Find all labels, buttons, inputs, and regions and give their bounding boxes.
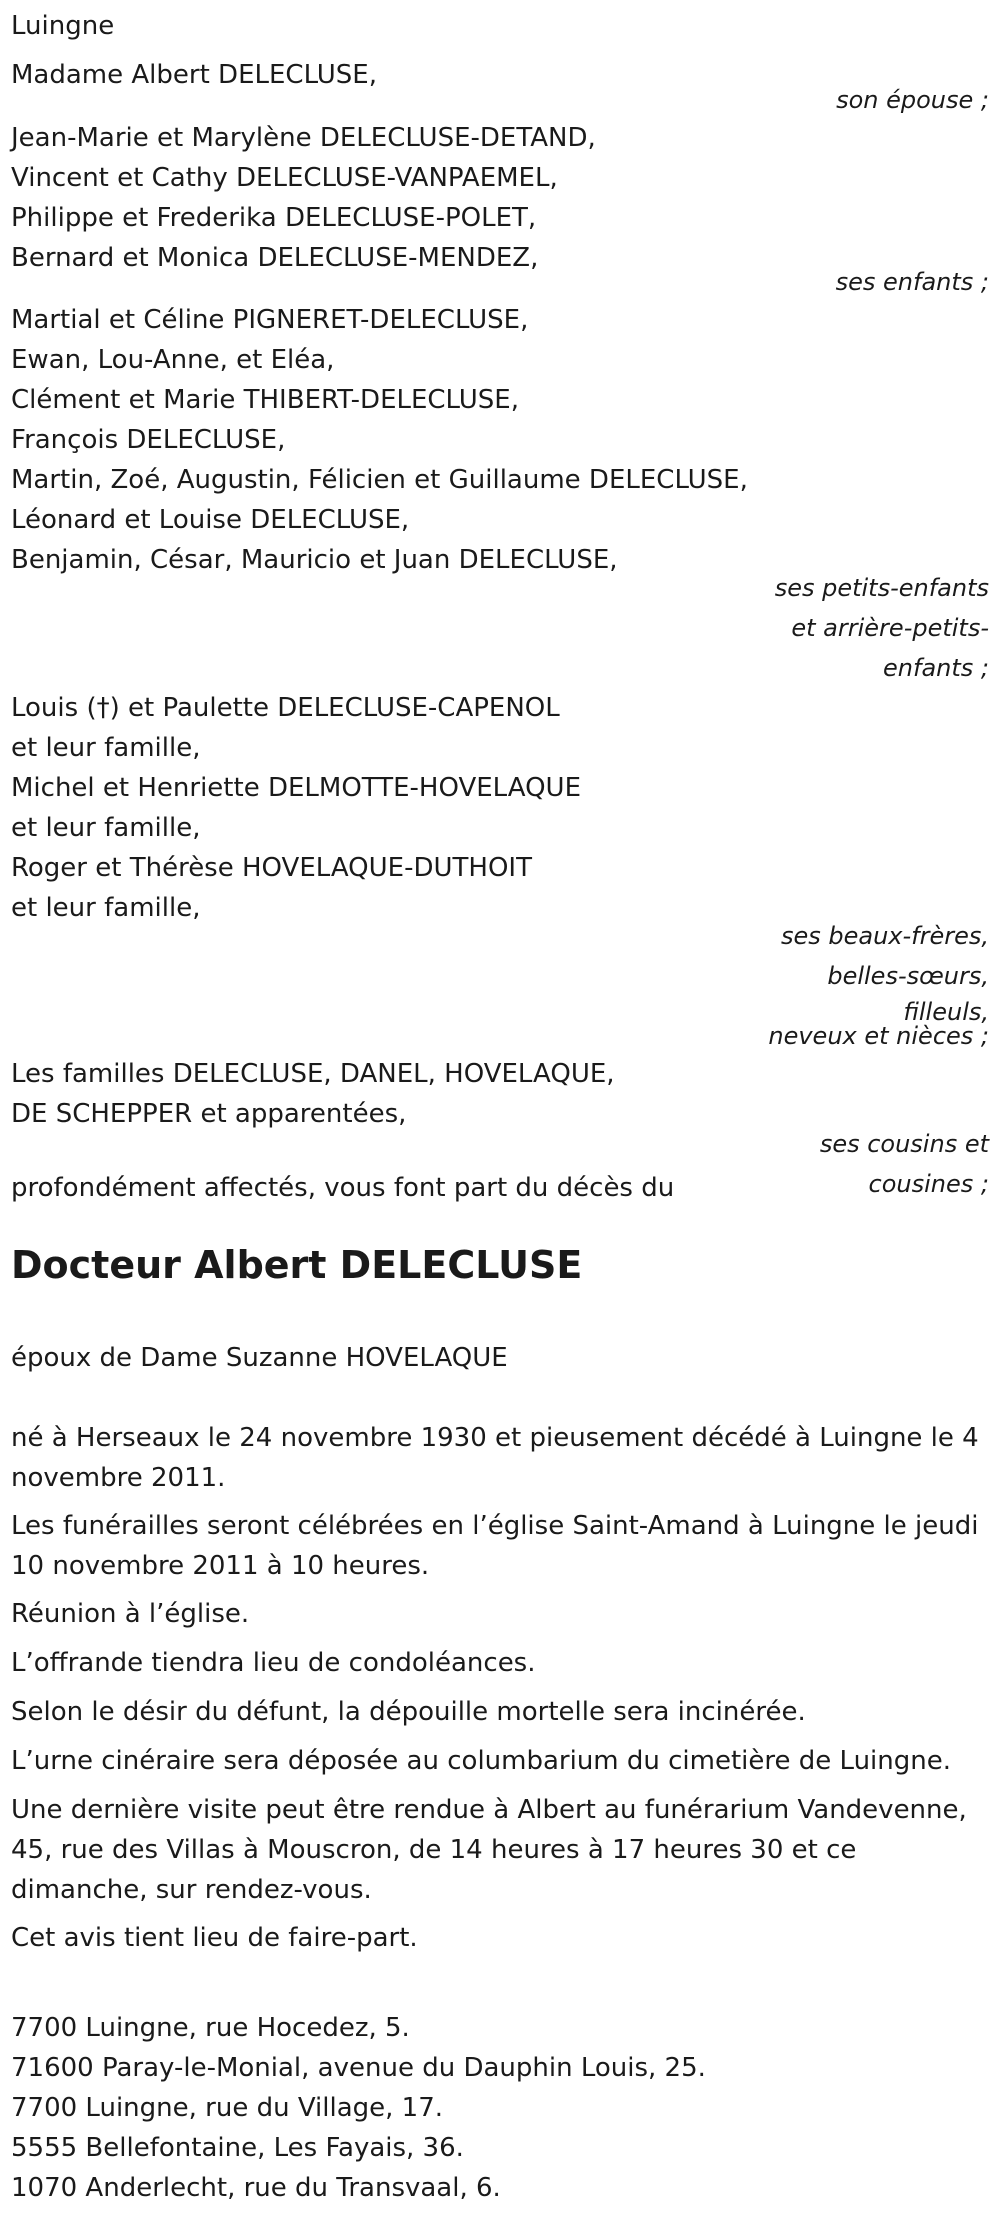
in-law-line: Louis (†) et Paulette DELECLUSE-CAPENOL bbox=[11, 693, 560, 723]
child-line: Vincent et Cathy DELECLUSE-VANPAEMEL, bbox=[11, 163, 558, 193]
address-line: 5555 Bellefontaine, Les Fayais, 36. bbox=[11, 2133, 464, 2163]
offering-paragraph: L’offrande tiendra lieu de condoléances. bbox=[11, 1648, 536, 1678]
in-law-line: Michel et Henriette DELMOTTE-HOVELAQUE bbox=[11, 773, 582, 803]
spouse-of-line: époux de Dame Suzanne HOVELAQUE bbox=[11, 1343, 508, 1373]
grandchild-line: Léonard et Louise DELECLUSE, bbox=[11, 505, 410, 535]
cousins-line: Les familles DELECLUSE, DANEL, HOVELAQUE, bbox=[11, 1059, 615, 1089]
grandchildren-role: enfants ; bbox=[883, 654, 989, 682]
in-laws-role: ses beaux-frères, bbox=[780, 922, 989, 950]
meeting-paragraph: Réunion à l’église. bbox=[11, 1599, 250, 1629]
in-law-line: et leur famille, bbox=[11, 813, 201, 843]
grandchild-line: Martin, Zoé, Augustin, Félicien et Guillaume DELECLUSE, bbox=[11, 465, 748, 495]
deceased-name: Docteur Albert DELECLUSE bbox=[11, 1243, 583, 1287]
address-line: 71600 Paray-le-Monial, avenue du Dauphin Louis, 25. bbox=[11, 2053, 706, 2083]
spouse-role: son épouse ; bbox=[836, 86, 989, 114]
spouse-line: Madame Albert DELECLUSE, bbox=[11, 60, 377, 90]
in-laws-role: neveux et nièces ; bbox=[768, 1022, 989, 1050]
announcement-line: profondément affectés, vous font part du décès du bbox=[11, 1173, 675, 1203]
in-laws-role: belles-sœurs, bbox=[827, 962, 989, 990]
address-line: 7700 Luingne, rue du Village, 17. bbox=[11, 2093, 444, 2123]
urn-paragraph: L’urne cinéraire sera déposée au columbarium du cimetière de Luingne. bbox=[11, 1746, 951, 1776]
in-laws-role: filleuls, bbox=[903, 998, 989, 1026]
children-role: ses enfants ; bbox=[835, 268, 989, 296]
funeral-paragraph: Les funérailles seront célébrées en l’église Saint-Amand à Luingne le jeudi 10 novembre 2011 à 10 heures. bbox=[11, 1511, 979, 1581]
notice-paragraph: Cet avis tient lieu de faire-part. bbox=[11, 1923, 418, 1953]
address-line: 1070 Anderlecht, rue du Transvaal, 6. bbox=[11, 2173, 501, 2203]
cremation-paragraph: Selon le désir du défunt, la dépouille mortelle sera incinérée. bbox=[11, 1697, 806, 1727]
grandchild-line: Benjamin, César, Mauricio et Juan DELECLUSE, bbox=[11, 545, 618, 575]
grandchild-line: François DELECLUSE, bbox=[11, 425, 286, 455]
grandchild-line: Martial et Céline PIGNERET-DELECLUSE, bbox=[11, 305, 529, 335]
grandchild-line: Clément et Marie THIBERT-DELECLUSE, bbox=[11, 385, 519, 415]
child-line: Jean-Marie et Marylène DELECLUSE-DETAND, bbox=[11, 123, 596, 153]
address-line: 7700 Luingne, rue Hocedez, 5. bbox=[11, 2013, 410, 2043]
in-law-line: et leur famille, bbox=[11, 733, 201, 763]
child-line: Bernard et Monica DELECLUSE-MENDEZ, bbox=[11, 243, 539, 273]
in-law-line: et leur famille, bbox=[11, 893, 201, 923]
cousins-role: ses cousins et bbox=[819, 1130, 989, 1158]
birth-death-paragraph: né à Herseaux le 24 novembre 1930 et pieusement décédé à Luingne le 4 novembre 2011. bbox=[11, 1423, 979, 1493]
grandchildren-role: ses petits-enfants bbox=[774, 574, 989, 602]
visit-paragraph: Une dernière visite peut être rendue à Albert au funérarium Vandevenne, 45, rue des Villas à Mouscron, de 14 heures à 17 heures 30 et ce dimanche, sur rendez-vous. bbox=[11, 1795, 967, 1905]
cousins-role: cousines ; bbox=[868, 1170, 989, 1198]
grandchild-line: Ewan, Lou-Anne, et Eléa, bbox=[11, 345, 335, 375]
child-line: Philippe et Frederika DELECLUSE-POLET, bbox=[11, 203, 537, 233]
grandchildren-role: et arrière-petits- bbox=[791, 614, 989, 642]
cousins-line: DE SCHEPPER et apparentées, bbox=[11, 1099, 407, 1129]
in-law-line: Roger et Thérèse HOVELAQUE-DUTHOIT bbox=[11, 853, 532, 883]
place-header: Luingne bbox=[11, 11, 115, 41]
